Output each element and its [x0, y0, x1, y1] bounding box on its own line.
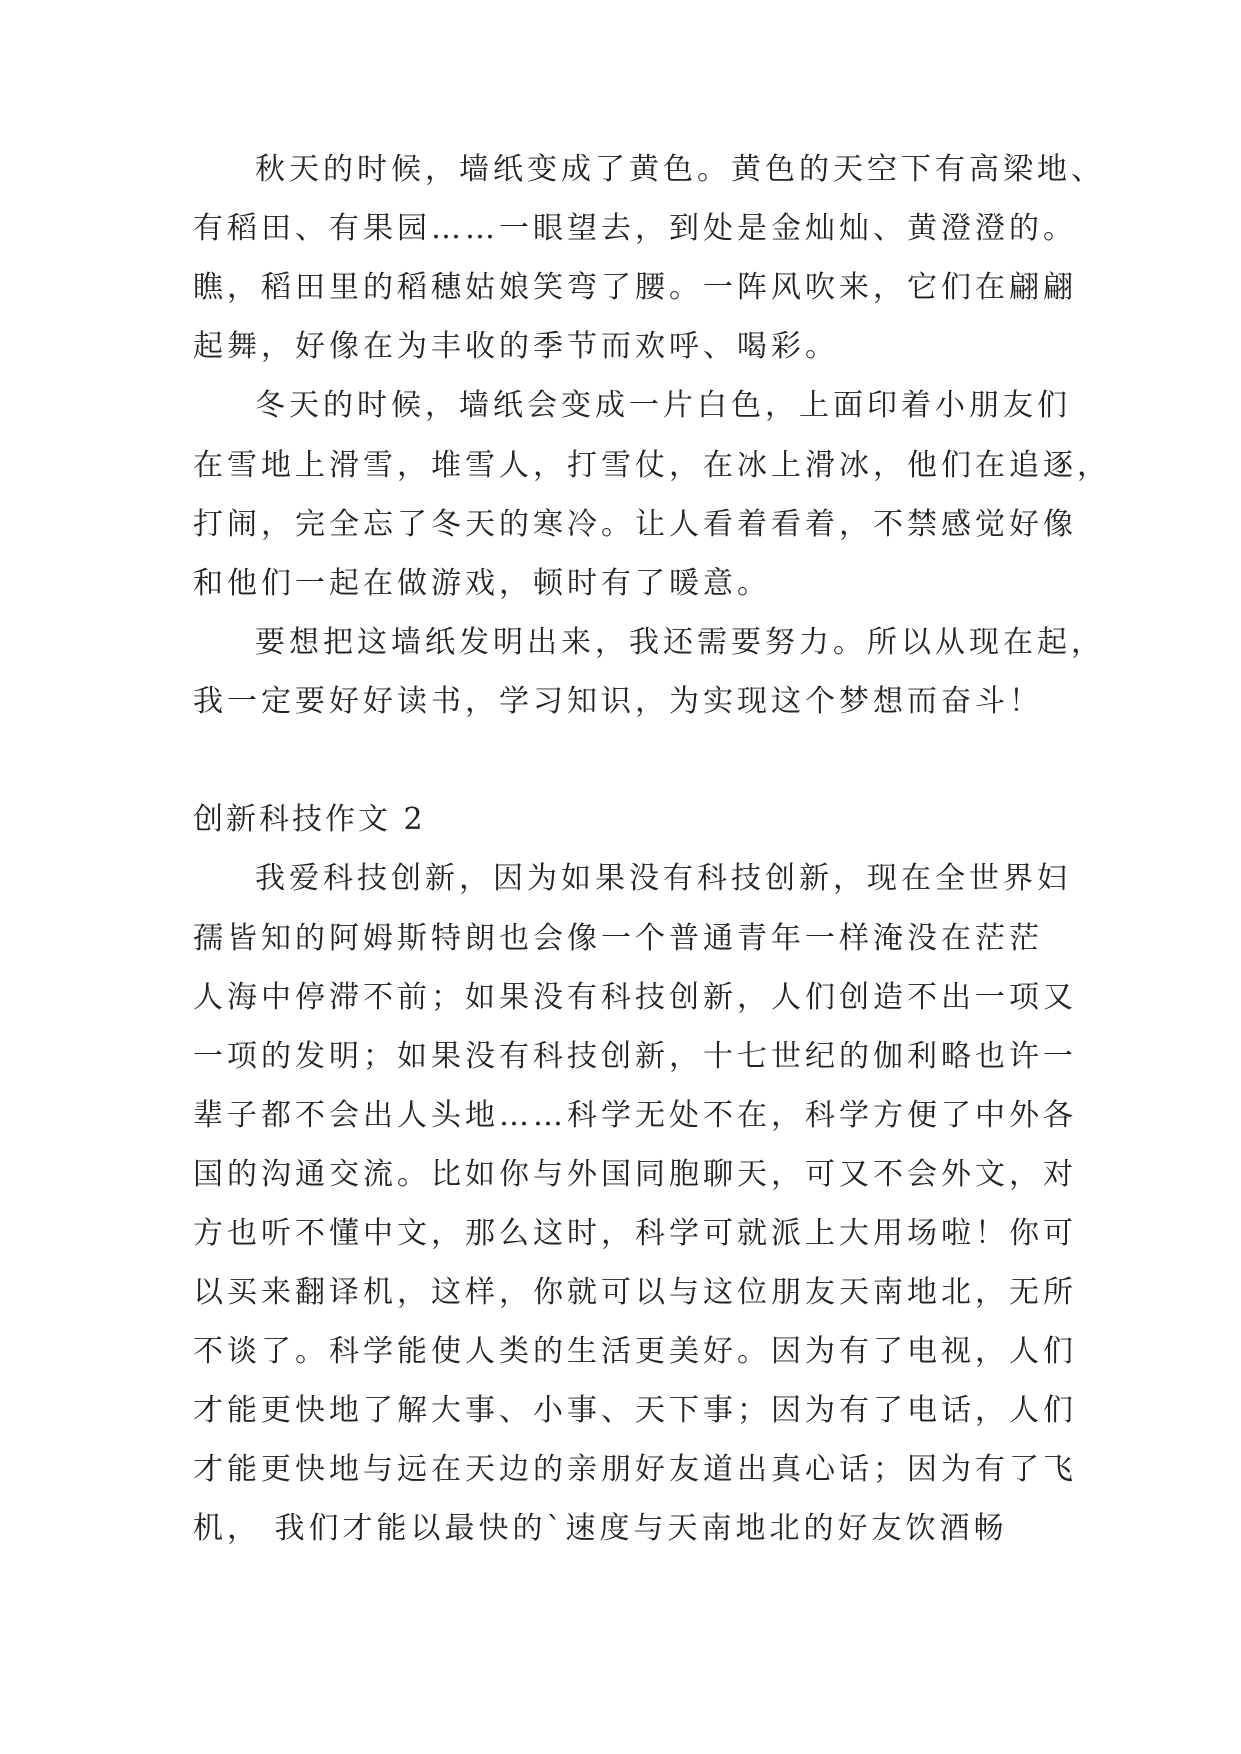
paragraph-4-line-9: 不谈了。科学能使人类的生活更美好。因为有了电视，人们: [193, 1334, 1077, 1369]
paragraph-4-line-1: 我爱科技创新，因为如果没有科技创新，现在全世界妇: [255, 861, 1071, 896]
paragraph-4-line-3: 人海中停滞不前；如果没有科技创新，人们创造不出一项又: [193, 980, 1077, 1015]
paragraph-2-line-2: 在雪地上滑雪，堆雪人，打雪仗，在冰上滑冰，他们在追逐，: [193, 448, 1111, 483]
paragraph-4-line-7: 方也听不懂中文，那么这时，科学可就派上大用场啦！你可: [193, 1216, 1077, 1251]
paragraph-4-line-5: 辈子都不会出人头地……科学无处不在，科学方便了中外各: [193, 1098, 1077, 1133]
section-title: 创新科技作文 2: [193, 802, 426, 837]
paragraph-4-line-10: 才能更快地了解大事、小事、天下事；因为有了电话，人们: [193, 1393, 1077, 1428]
paragraph-3-line-1: 要想把这墙纸发明出来，我还需要努力。所以从现在起，: [255, 625, 1105, 660]
paragraph-2-line-4: 和他们一起在做游戏，顿时有了暖意。: [193, 566, 771, 601]
paragraph-4-line-6: 国的沟通交流。比如你与外国同胞聊天，可又不会外文，对: [193, 1157, 1077, 1192]
paragraph-2-line-1: 冬天的时候，墙纸会变成一片白色，上面印着小朋友们: [255, 388, 1071, 423]
paragraph-1-line-2: 有稻田、有果园……一眼望去，到处是金灿灿、黄澄澄的。: [193, 211, 1077, 246]
paragraph-4-line-4: 一项的发明；如果没有科技创新，十七世纪的伽利略也许一: [193, 1039, 1077, 1074]
paragraph-3-line-2: 我一定要好好读书，学习知识，为实现这个梦想而奋斗！: [193, 684, 1043, 719]
paragraph-4-line-12: 机， 我们才能以最快的`速度与天南地北的好友饮酒畅: [193, 1511, 1008, 1546]
paragraph-1-line-4: 起舞，好像在为丰收的季节而欢呼、喝彩。: [193, 329, 839, 364]
paragraph-2-line-3: 打闹，完全忘了冬天的寒冷。让人看着看着，不禁感觉好像: [193, 507, 1077, 542]
paragraph-1-line-3: 瞧，稻田里的稻穗姑娘笑弯了腰。一阵风吹来，它们在翩翩: [193, 270, 1077, 305]
paragraph-4-line-11: 才能更快地与远在天边的亲朋好友道出真心话；因为有了飞: [193, 1452, 1077, 1487]
paragraph-1-line-1: 秋天的时候，墙纸变成了黄色。黄色的天空下有高梁地、: [255, 152, 1105, 187]
paragraph-4-line-2: 孺皆知的阿姆斯特朗也会像一个普通青年一样淹没在茫茫: [193, 921, 1043, 956]
paragraph-4-line-8: 以买来翻译机，这样，你就可以与这位朋友天南地北，无所: [193, 1275, 1077, 1310]
